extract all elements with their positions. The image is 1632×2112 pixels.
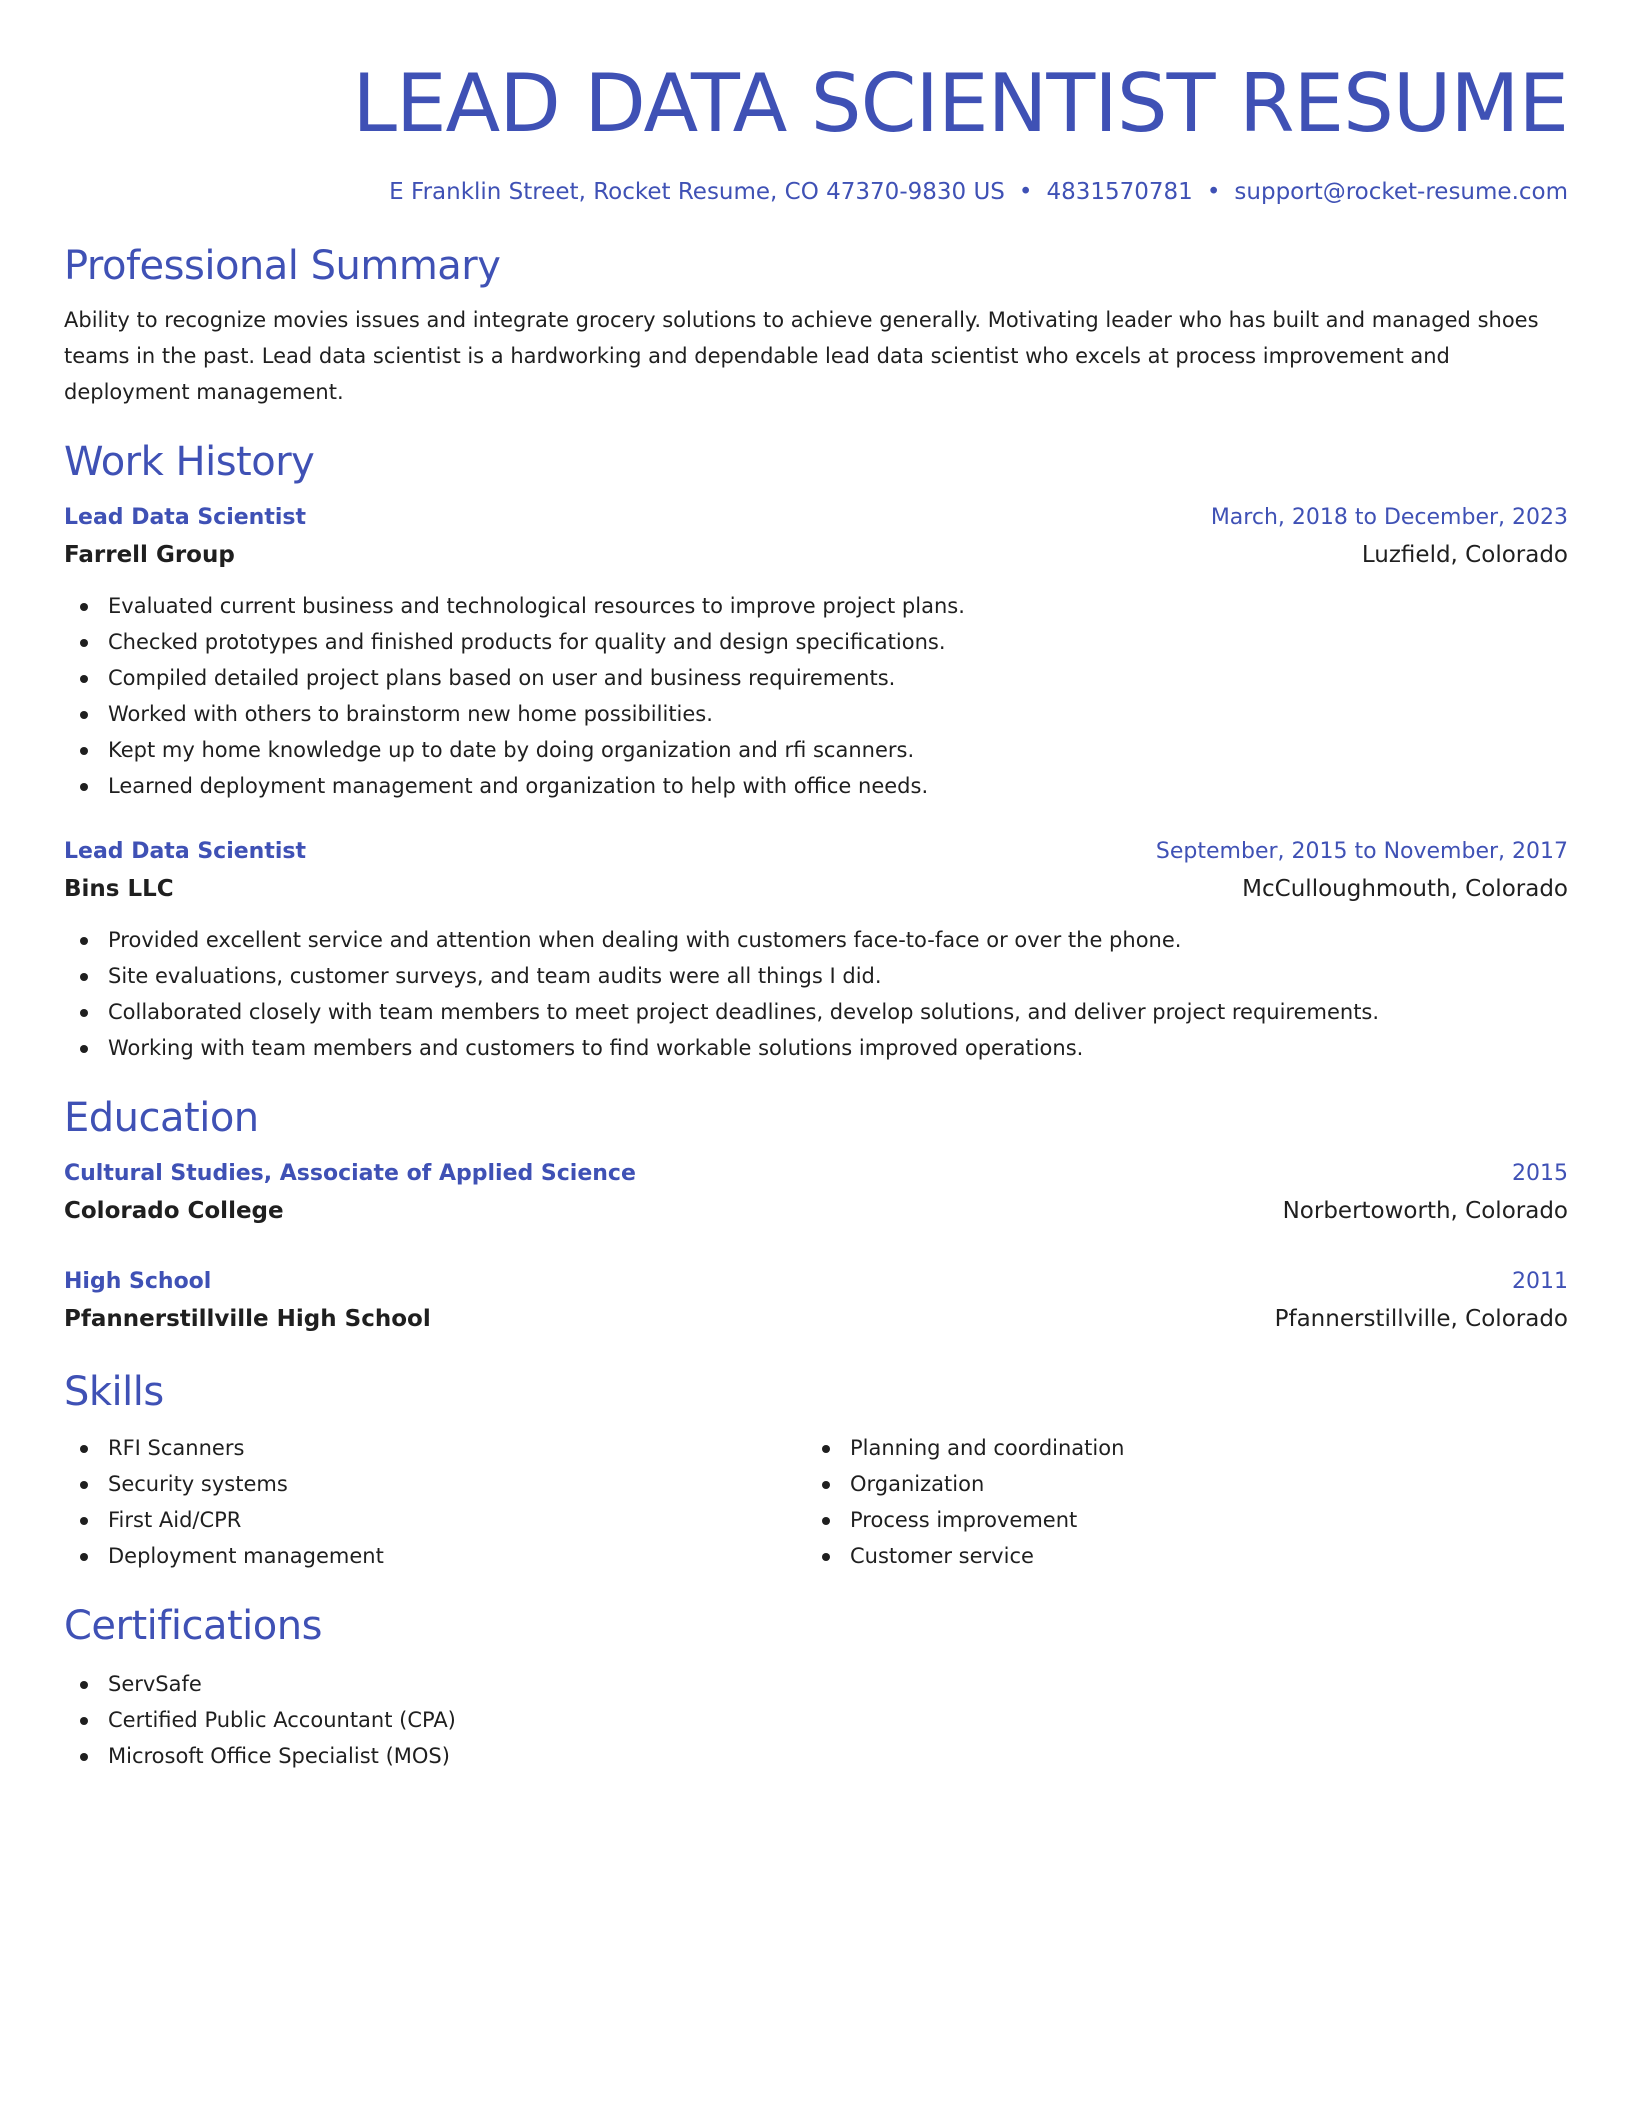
job-bullet: Compiled detailed project plans based on user and business requirements.	[64, 660, 1568, 696]
education-entry	[64, 1156, 1568, 1230]
education-location: Pfannerstillville, Colorado	[1274, 1306, 1568, 1332]
skill-item: Deployment management	[64, 1538, 806, 1574]
job-entry	[64, 500, 1568, 804]
education-location: Norbertoworth, Colorado	[1282, 1198, 1568, 1224]
job-bullet: Learned deployment management and organization to help with office needs.	[64, 768, 1568, 804]
job-bullet: Worked with others to brainstorm new home possibilities.	[64, 696, 1568, 732]
job-location: McCulloughmouth, Colorado	[1242, 876, 1568, 902]
job-location: Luzfield, Colorado	[1361, 542, 1568, 568]
section-heading-work-history: Work History	[64, 439, 315, 485]
job-bullet: Provided excellent service and attention when dealing with customers face-to-face or over the phone.	[64, 922, 1568, 958]
job-dates: March, 2018 to December, 2023	[1210, 505, 1568, 530]
certification-item: Microsoft Office Specialist (MOS)	[64, 1738, 1568, 1774]
resume-page	[64, 0, 1568, 2112]
education-year: 2011	[1512, 1269, 1568, 1294]
skills-list-left	[64, 1430, 806, 1574]
job-company-row	[64, 536, 1568, 574]
education-header-row	[64, 1156, 1568, 1192]
job-title: Lead Data Scientist	[64, 839, 306, 864]
education-degree: Cultural Studies, Associate of Applied Science	[64, 1161, 636, 1186]
education-degree: High School	[64, 1269, 212, 1294]
contact-separator: •	[1018, 179, 1033, 205]
skill-item: RFI Scanners	[64, 1430, 806, 1466]
job-entry	[64, 834, 1568, 1066]
job-header-row	[64, 834, 1568, 870]
resume-title: LEAD DATA SCIENTIST RESUME	[352, 57, 1568, 150]
skill-item: Planning and coordination	[806, 1430, 1548, 1466]
job-bullet: Working with team members and customers to find workable solutions improved operations.	[64, 1030, 1568, 1066]
certification-item: Certified Public Accountant (CPA)	[64, 1702, 1568, 1738]
job-bullet: Evaluated current business and technological resources to improve project plans.	[64, 588, 1568, 624]
education-school: Pfannerstillville High School	[64, 1306, 431, 1332]
job-dates: September, 2015 to November, 2017	[1155, 839, 1568, 864]
education-header-row	[64, 1264, 1568, 1300]
skills-section	[64, 1366, 1568, 1574]
job-company: Bins LLC	[64, 876, 174, 902]
certifications-list	[64, 1666, 1568, 1774]
work-history-section	[64, 436, 1568, 1066]
contact-address: E Franklin Street, Rocket Resume, CO 47370-9830 US	[389, 179, 1005, 205]
skill-item: Customer service	[806, 1538, 1548, 1574]
section-heading-summary: Professional Summary	[64, 243, 501, 289]
education-school-row	[64, 1300, 1568, 1338]
contact-line	[64, 176, 1568, 208]
job-bullet-list	[64, 588, 1568, 804]
contact-phone: 4831570781	[1046, 179, 1193, 205]
job-bullet: Collaborated closely with team members to meet project deadlines, develop solutions, and deliver project requirements.	[64, 994, 1568, 1030]
job-title: Lead Data Scientist	[64, 505, 306, 530]
certification-item: ServSafe	[64, 1666, 1568, 1702]
contact-separator: •	[1206, 179, 1221, 205]
section-heading-skills: Skills	[64, 1369, 164, 1415]
job-bullet: Kept my home knowledge up to date by doing organization and rfi scanners.	[64, 732, 1568, 768]
education-school-row	[64, 1192, 1568, 1230]
section-heading-certifications: Certifications	[64, 1603, 322, 1649]
education-school: Colorado College	[64, 1198, 284, 1224]
section-heading-education: Education	[64, 1095, 259, 1141]
job-bullet-list	[64, 922, 1568, 1066]
resume-header	[64, 56, 1568, 208]
education-section	[64, 1092, 1568, 1338]
contact-email[interactable]: support@rocket-resume.com	[1234, 179, 1568, 205]
skill-item: Process improvement	[806, 1502, 1548, 1538]
job-bullet: Site evaluations, customer surveys, and team audits were all things I did.	[64, 958, 1568, 994]
education-year: 2015	[1512, 1161, 1568, 1186]
job-bullet: Checked prototypes and finished products for quality and design specifications.	[64, 624, 1568, 660]
skills-list-right	[806, 1430, 1548, 1574]
job-company-row	[64, 870, 1568, 908]
job-company: Farrell Group	[64, 542, 235, 568]
job-header-row	[64, 500, 1568, 536]
summary-section	[64, 240, 1568, 410]
certifications-section	[64, 1600, 1568, 1774]
skill-item: Security systems	[64, 1466, 806, 1502]
summary-text: Ability to recognize movies issues and integrate grocery solutions to achieve generally. Motivating leader who has built and managed shoes teams in the past. Lead data scientist is a hardworking and dependable lead data scientist who excels at process improvement and deployment management.	[64, 308, 1539, 404]
skill-item: First Aid/CPR	[64, 1502, 806, 1538]
skill-item: Organization	[806, 1466, 1548, 1502]
skills-grid	[64, 1430, 1568, 1574]
education-entry	[64, 1264, 1568, 1338]
